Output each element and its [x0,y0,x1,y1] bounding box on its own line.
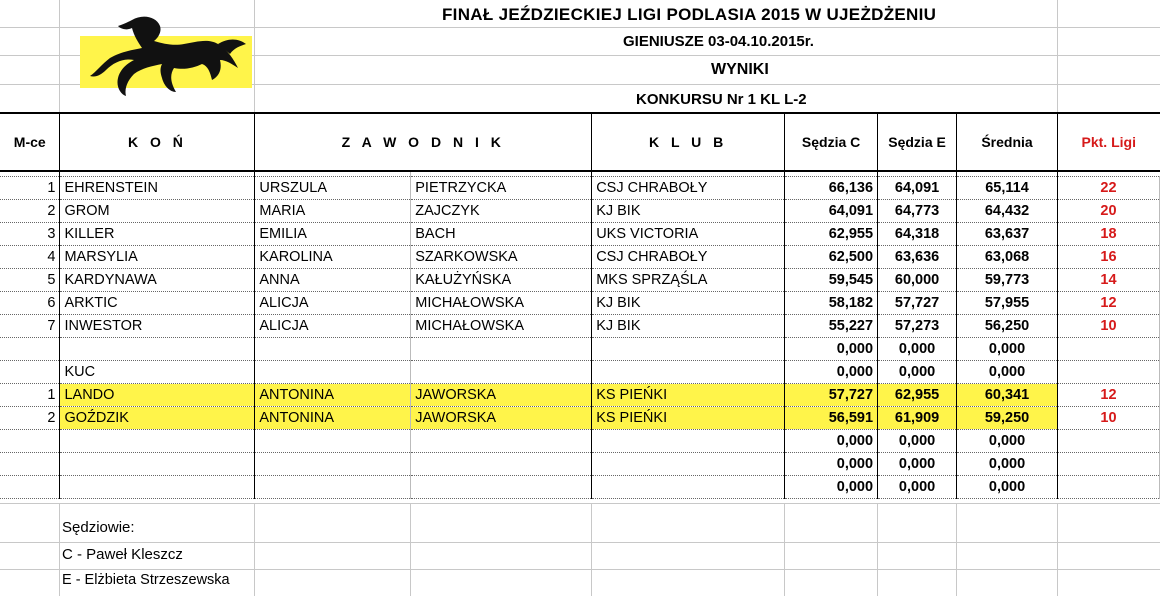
row-club: CSJ CHRABOŁY [592,177,785,200]
row-league-points: 18 [1058,223,1160,246]
table-row [0,338,1160,361]
col-judge-e-header: Sędzia E [878,113,957,171]
table-row [0,315,1160,338]
row-rider-first-name: ALICJA [255,292,411,315]
row-horse: LANDO [60,384,255,407]
row-average-score: 0,000 [957,430,1058,453]
row-rider-first-name: MARIA [255,200,411,223]
row-judge-c-score: 0,000 [785,338,878,361]
row-rider-first-name [255,430,411,453]
col-rider-header: Z A W O D N I K [255,113,592,171]
row-league-points [1058,361,1160,384]
table-row [0,292,1160,315]
row-judge-c-score: 0,000 [785,476,878,499]
row-place: 6 [0,292,60,315]
row-rider-first-name: EMILIA [255,223,411,246]
judges-label: Sędziowie: [62,519,135,536]
row-league-points [1058,430,1160,453]
row-league-points: 16 [1058,246,1160,269]
row-club: KJ BIK [592,200,785,223]
row-club [592,361,785,384]
row-rider-last-name: JAWORSKA [411,407,592,430]
row-judge-c-score: 58,182 [785,292,878,315]
table-row [0,246,1160,269]
row-league-points [1058,338,1160,361]
row-judge-e-score: 60,000 [878,269,957,292]
row-average-score: 0,000 [957,476,1058,499]
row-rider-first-name: URSZULA [255,177,411,200]
row-horse: EHRENSTEIN [60,177,255,200]
row-judge-e-score: 0,000 [878,476,957,499]
row-place [0,338,60,361]
row-judge-c-score: 55,227 [785,315,878,338]
row-league-points: 10 [1058,407,1160,430]
table-row [0,269,1160,292]
table-row [0,476,1160,499]
row-judge-e-score: 57,273 [878,315,957,338]
row-rider-last-name: KAŁUŻYŃSKA [411,269,592,292]
col-place-header: M-ce [0,113,60,171]
row-rider-last-name [411,361,592,384]
row-horse: GROM [60,200,255,223]
row-league-points: 14 [1058,269,1160,292]
event-subtitle: GIENIUSZE 03-04.10.2015r. [623,33,814,50]
row-club [592,476,785,499]
judge-e-name: E - Elżbieta Strzeszewska [62,572,230,588]
row-judge-e-score: 62,955 [878,384,957,407]
row-club: UKS VICTORIA [592,223,785,246]
row-league-points: 20 [1058,200,1160,223]
row-judge-c-score: 64,091 [785,200,878,223]
row-place: 2 [0,407,60,430]
row-place: 1 [0,177,60,200]
row-rider-last-name: SZARKOWSKA [411,246,592,269]
col-average-header: Średnia [957,113,1058,171]
row-league-points [1058,476,1160,499]
row-club: KJ BIK [592,292,785,315]
row-place: 1 [0,384,60,407]
table-row [0,384,1160,407]
row-judge-c-score: 57,727 [785,384,878,407]
row-average-score: 59,773 [957,269,1058,292]
row-judge-c-score: 0,000 [785,430,878,453]
row-club [592,453,785,476]
row-judge-e-score: 0,000 [878,338,957,361]
row-horse: KUC [60,361,255,384]
row-horse: KARDYNAWA [60,269,255,292]
row-rider-last-name: MICHAŁOWSKA [411,292,592,315]
row-rider-last-name: PIETRZYCKA [411,177,592,200]
row-judge-c-score: 66,136 [785,177,878,200]
row-judge-e-score: 0,000 [878,453,957,476]
row-average-score: 63,068 [957,246,1058,269]
row-club [592,338,785,361]
row-rider-first-name: ANTONINA [255,407,411,430]
row-place [0,430,60,453]
table-row [0,200,1160,223]
row-place: 5 [0,269,60,292]
row-average-score: 0,000 [957,338,1058,361]
row-club: KJ BIK [592,315,785,338]
row-horse [60,338,255,361]
results-table [0,112,1160,499]
row-horse: MARSYLIA [60,246,255,269]
row-average-score: 65,114 [957,177,1058,200]
row-judge-c-score: 0,000 [785,361,878,384]
row-horse [60,476,255,499]
row-place: 4 [0,246,60,269]
row-average-score: 63,637 [957,223,1058,246]
table-row [0,177,1160,200]
row-judge-e-score: 0,000 [878,361,957,384]
row-average-score: 0,000 [957,361,1058,384]
row-rider-first-name [255,453,411,476]
row-average-score: 0,000 [957,453,1058,476]
row-league-points: 12 [1058,384,1160,407]
row-rider-first-name [255,338,411,361]
row-rider-last-name [411,453,592,476]
row-rider-last-name [411,476,592,499]
row-club: CSJ CHRABOŁY [592,246,785,269]
table-row [0,407,1160,430]
row-rider-first-name [255,361,411,384]
row-judge-c-score: 59,545 [785,269,878,292]
row-judge-e-score: 57,727 [878,292,957,315]
row-rider-last-name [411,338,592,361]
row-horse: KILLER [60,223,255,246]
row-rider-first-name: ANTONINA [255,384,411,407]
row-horse: GOŹDZIK [60,407,255,430]
table-row [0,453,1160,476]
row-horse [60,453,255,476]
table-row [0,361,1160,384]
row-judge-c-score: 62,500 [785,246,878,269]
table-header-row [0,113,1160,171]
row-average-score: 60,341 [957,384,1058,407]
row-rider-first-name: KAROLINA [255,246,411,269]
row-league-points: 12 [1058,292,1160,315]
row-horse: ARKTIC [60,292,255,315]
row-judge-c-score: 56,591 [785,407,878,430]
row-place [0,361,60,384]
row-rider-last-name: ZAJCZYK [411,200,592,223]
row-average-score: 64,432 [957,200,1058,223]
row-judge-c-score: 62,955 [785,223,878,246]
document-title: FINAŁ JEŹDZIECKIEJ LIGI PODLASIA 2015 W UJEŻDŻENIU [442,5,937,24]
competition-label: KONKURSU Nr 1 KL L-2 [636,91,807,108]
row-place: 7 [0,315,60,338]
row-club: KS PIEŃKI [592,384,785,407]
row-average-score: 57,955 [957,292,1058,315]
row-average-score: 59,250 [957,407,1058,430]
row-rider-last-name: JAWORSKA [411,384,592,407]
row-rider-first-name: ANNA [255,269,411,292]
row-rider-first-name [255,476,411,499]
row-place: 3 [0,223,60,246]
table-row [0,430,1160,453]
row-club [592,430,785,453]
judge-c-name: C - Paweł Kleszcz [62,546,183,563]
row-rider-last-name [411,430,592,453]
row-rider-last-name: MICHAŁOWSKA [411,315,592,338]
row-league-points [1058,453,1160,476]
row-place [0,453,60,476]
table-row [0,223,1160,246]
row-club: MKS SPRZĄŚLA [592,269,785,292]
row-league-points: 10 [1058,315,1160,338]
row-place: 2 [0,200,60,223]
row-horse: INWESTOR [60,315,255,338]
row-judge-e-score: 64,773 [878,200,957,223]
col-judge-c-header: Sędzia C [785,113,878,171]
row-judge-e-score: 63,636 [878,246,957,269]
row-rider-last-name: BACH [411,223,592,246]
row-average-score: 56,250 [957,315,1058,338]
row-league-points: 22 [1058,177,1160,200]
row-club: KS PIEŃKI [592,407,785,430]
row-rider-first-name: ALICJA [255,315,411,338]
col-league-points-header: Pkt. Ligi [1058,113,1160,171]
row-judge-e-score: 64,091 [878,177,957,200]
results-label: WYNIKI [711,61,769,78]
row-place [0,476,60,499]
horse-silhouette-icon [62,8,252,102]
col-club-header: K L U B [592,113,785,171]
col-horse-header: K O Ń [60,113,255,171]
row-judge-c-score: 0,000 [785,453,878,476]
row-horse [60,430,255,453]
row-judge-e-score: 0,000 [878,430,957,453]
row-judge-e-score: 61,909 [878,407,957,430]
row-judge-e-score: 64,318 [878,223,957,246]
